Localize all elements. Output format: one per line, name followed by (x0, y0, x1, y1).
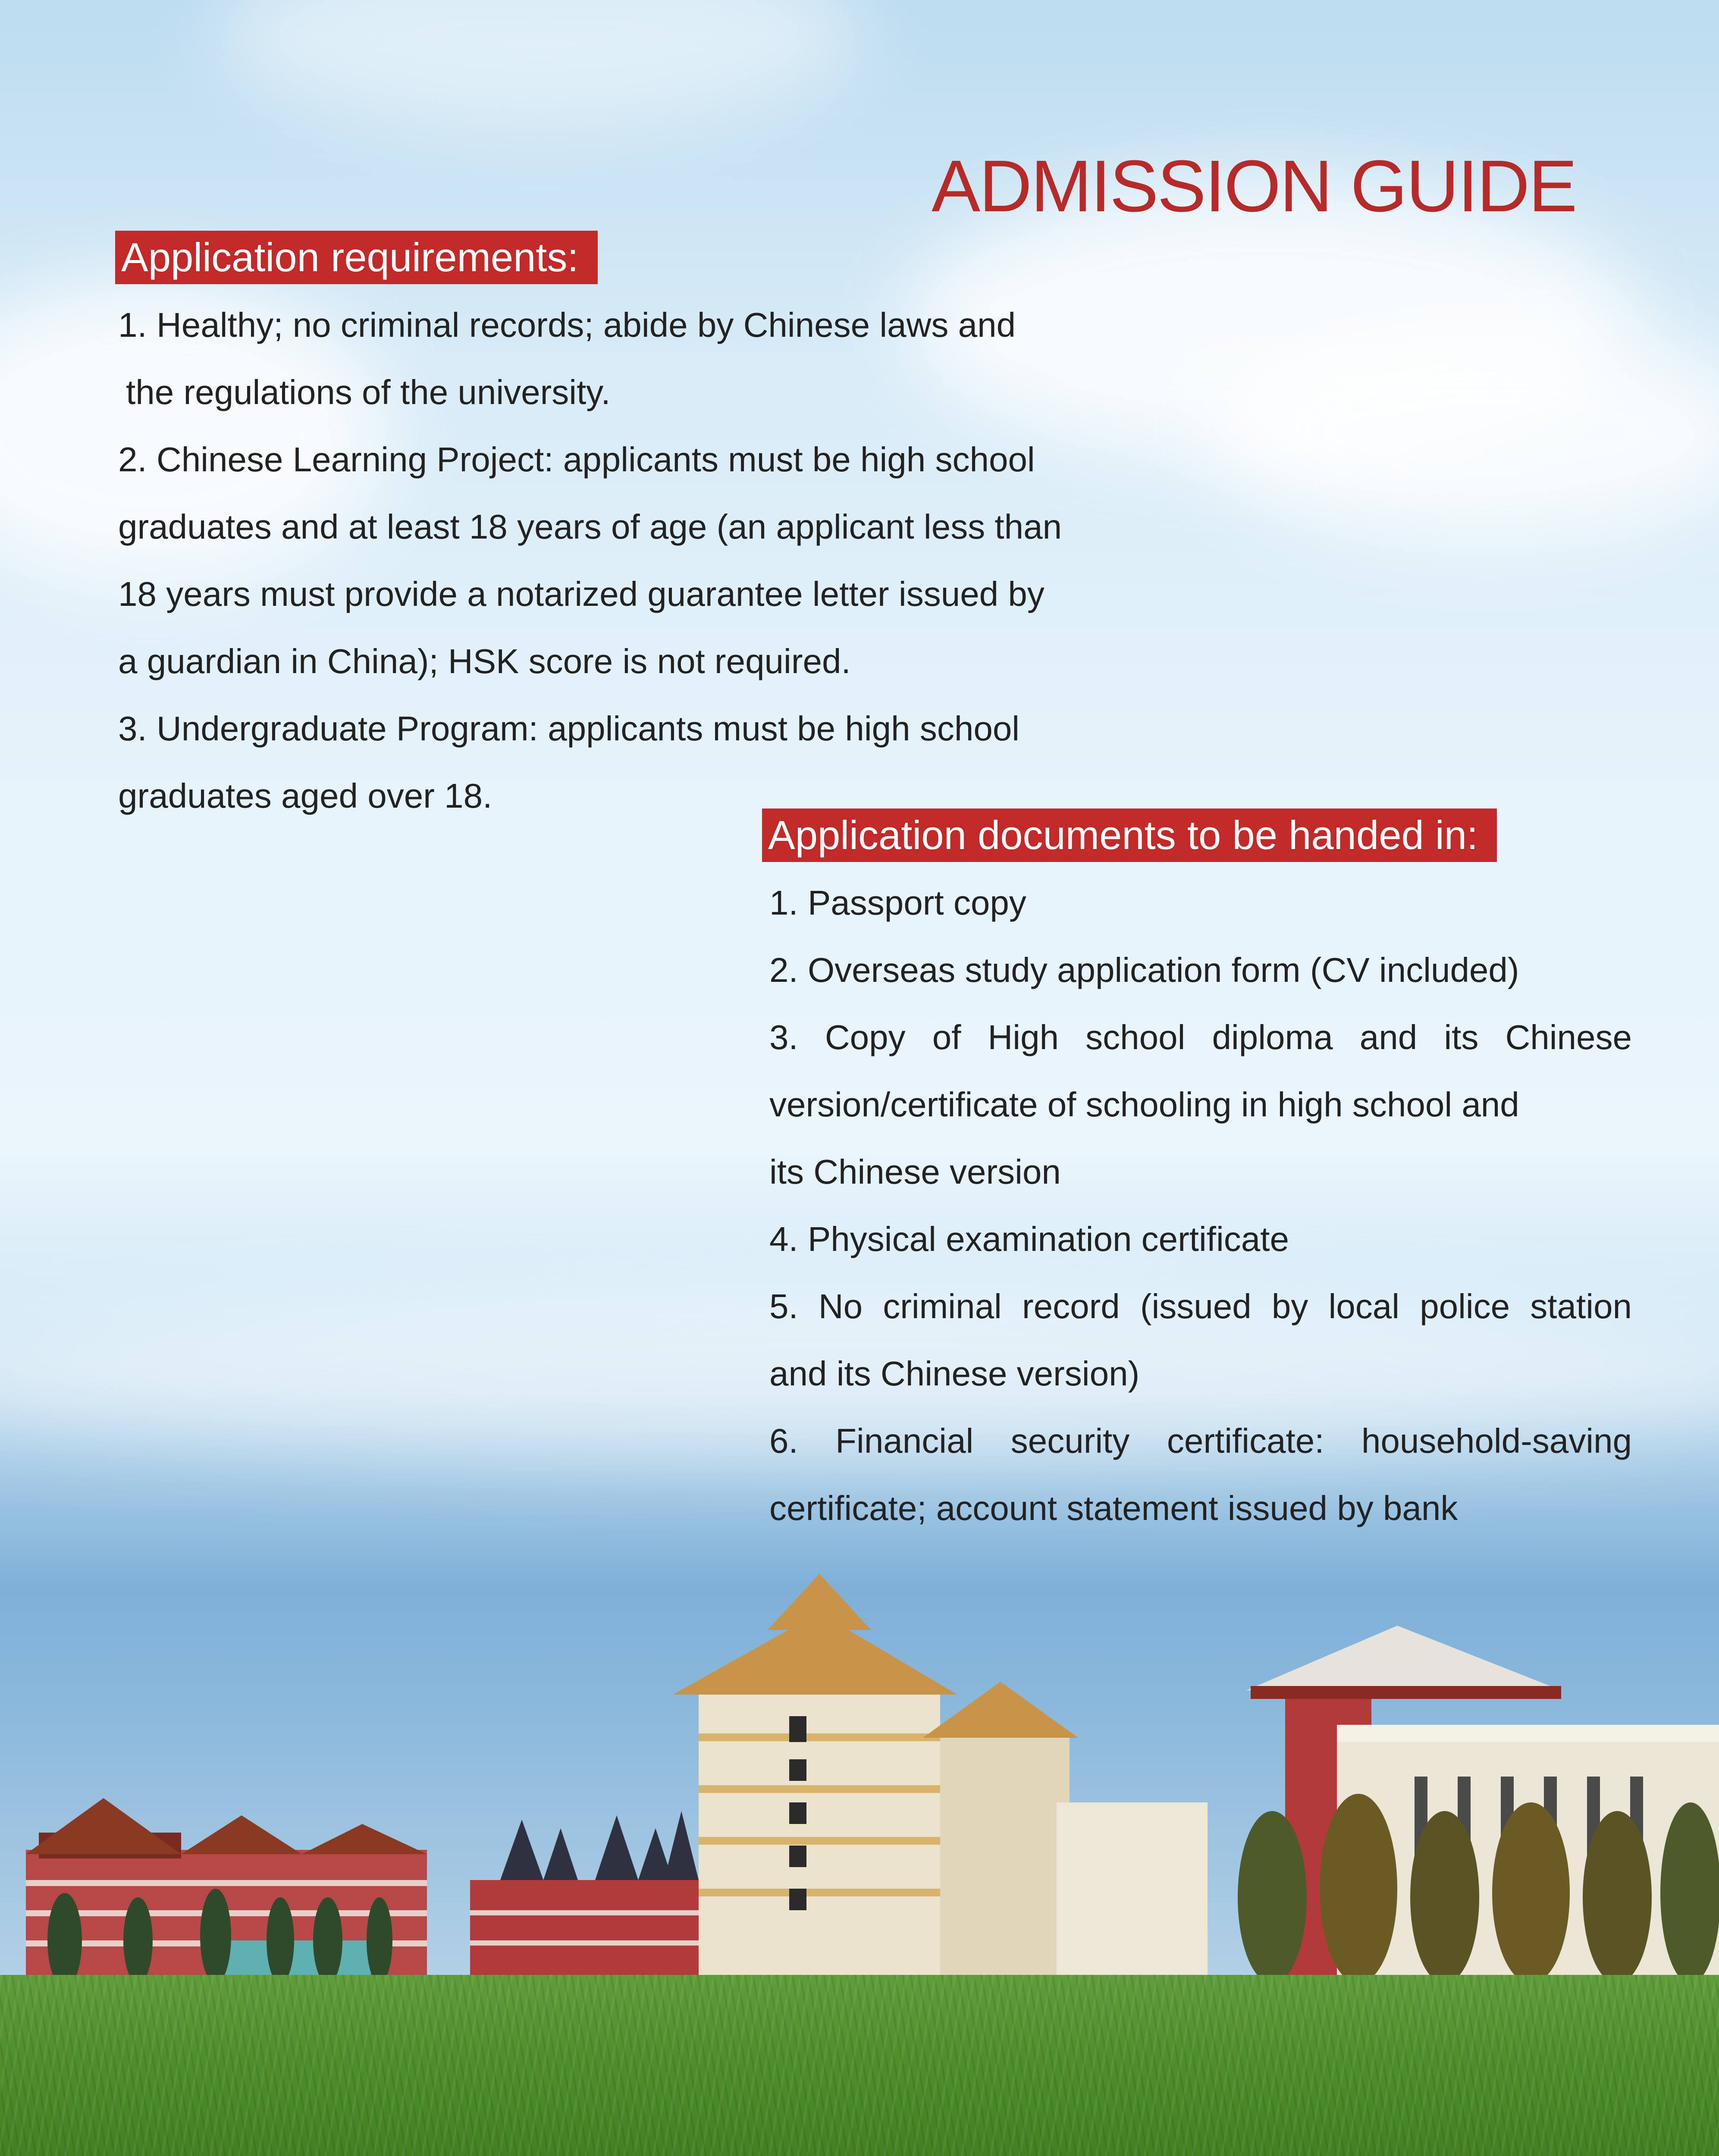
documents-line: 6. Financial security certificate: household-saving (769, 1422, 1632, 1460)
documents-line: and its Chinese version) (769, 1354, 1140, 1393)
spire-building (470, 1811, 699, 1984)
requirements-line: 2. Chinese Learning Project: applicants must be high school (118, 440, 1035, 479)
requirements-line: graduates and at least 18 years of age (an applicant less than (118, 508, 1062, 546)
page-title: ADMISSION GUIDE (932, 145, 1576, 227)
requirements-line: 3. Undergraduate Program: applicants must be high school (118, 709, 1020, 748)
documents-text (769, 869, 1632, 1542)
grass-texture (0, 1975, 1719, 2156)
documents-line: 1. Passport copy (769, 884, 1026, 922)
documents-line: 3. Copy of High school diploma and its Chinese (769, 1018, 1632, 1056)
requirements-heading: Application requirements: (115, 231, 598, 284)
documents-line: version/certificate of schooling in high school and (769, 1085, 1519, 1124)
documents-line: certificate; account statement issued by bank (769, 1489, 1458, 1527)
documents-line: its Chinese version (769, 1153, 1061, 1191)
documents-line: 5. No criminal record (issued by local police station (769, 1287, 1632, 1326)
requirements-line: a guardian in China); HSK score is not required. (118, 642, 851, 680)
campus-buildings-illustration (0, 1552, 1719, 1988)
documents-line: 2. Overseas study application form (CV included) (769, 951, 1519, 989)
central-tower (673, 1574, 1208, 1984)
requirements-line: 18 years must provide a notarized guarantee letter issued by (118, 575, 1045, 613)
requirements-line: 1. Healthy; no criminal records; abide by Chinese laws and (118, 306, 1016, 344)
requirements-line: the regulations of the university. (126, 373, 611, 411)
documents-line: 4. Physical examination certificate (769, 1220, 1289, 1258)
requirements-text (118, 291, 1067, 830)
requirements-line: graduates aged over 18. (118, 777, 492, 815)
documents-heading: Application documents to be handed in: (762, 808, 1497, 862)
